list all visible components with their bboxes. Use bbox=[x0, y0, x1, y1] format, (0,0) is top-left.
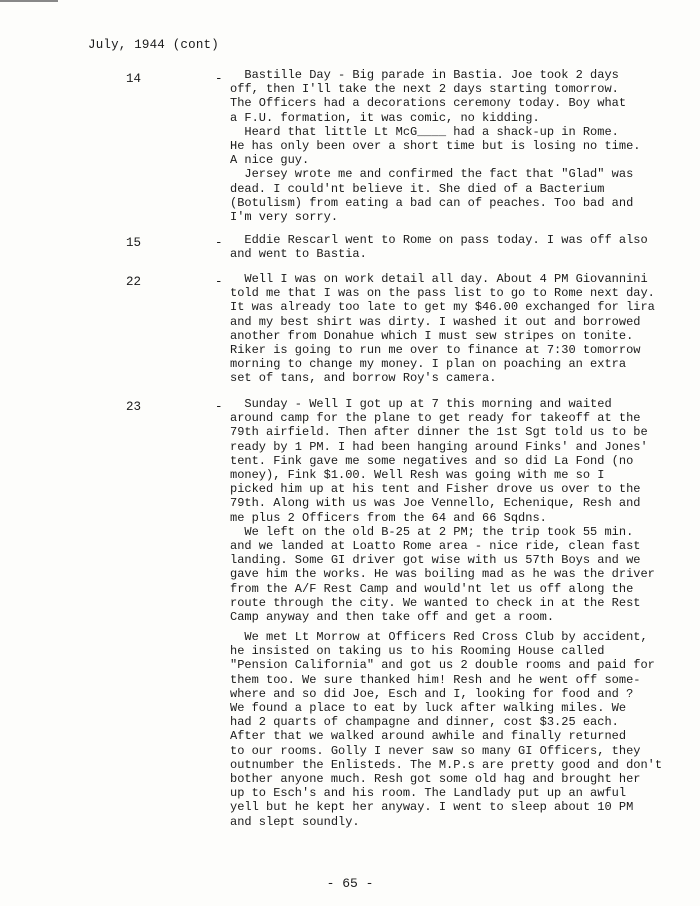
text-line: It was already too late to get my $46.00 exchanged for lira bbox=[230, 300, 655, 315]
text-line: Sunday - Well I got up at 7 this morning and waited bbox=[230, 397, 612, 411]
text-line: Eddie Rescarl went to Rome on pass today. I was off also bbox=[230, 233, 648, 247]
text-line: and my best shirt was dirty. I washed it out and borrowed bbox=[230, 314, 641, 329]
top-edge-mark bbox=[0, 0, 58, 2]
text-line: Well I was on work detail all day. About 4 PM Giovannini bbox=[230, 272, 648, 286]
text-line: "Pension California" and got us 2 double rooms and paid for bbox=[230, 658, 655, 673]
text-line: Heard that little Lt McG____ had a shack-up in Rome. bbox=[230, 124, 619, 139]
text-line: We found a place to eat by luck after walking miles. We bbox=[230, 701, 627, 716]
text-line: gave him the works. He was boiling mad as he was the driver bbox=[230, 567, 655, 582]
text-line: off, then I'll take the next 2 days starting tomorrow. bbox=[230, 82, 619, 97]
page-header: July, 1944 (cont) bbox=[88, 38, 219, 52]
entry-dash: - bbox=[215, 236, 223, 250]
text-line: We left on the old B-25 at 2 PM; the trip took 55 min. bbox=[230, 524, 634, 539]
text-line: he insisted on taking us to his Rooming House called bbox=[230, 644, 605, 659]
text-line: Jersey wrote me and confirmed the fact that "Glad" was bbox=[230, 167, 634, 182]
text-line: He has only been over a short time but is losing no time. bbox=[230, 139, 641, 154]
text-line: dead. I could'nt believe it. She died of a Bacterium bbox=[230, 181, 605, 196]
text-line: and went to Bastia. bbox=[230, 247, 367, 262]
entry-text bbox=[230, 272, 655, 386]
text-line: The Officers had a decorations ceremony today. Boy what bbox=[230, 96, 627, 111]
text-line: and slept soundly. bbox=[230, 814, 360, 829]
entry-day: 14 bbox=[126, 72, 142, 86]
text-line: a F.U. formation, it was comic, no kidding. bbox=[230, 110, 540, 125]
text-line: outnumber the Enlisteds. The M.P.s are pretty good and don't bbox=[230, 757, 663, 772]
entry-text bbox=[230, 397, 655, 625]
text-line: and we landed at Loatto Rome area - nice ride, clean fast bbox=[230, 539, 641, 554]
entry-day: 23 bbox=[126, 400, 142, 414]
entry-dash: - bbox=[215, 275, 223, 289]
text-line: bother anyone much. Resh got some old hag and brought her bbox=[230, 772, 641, 787]
text-line: morning to change my money. I plan on poaching an extra bbox=[230, 357, 627, 372]
entry-text bbox=[230, 68, 640, 224]
text-line: money), Fink $1.00. Well Resh was going with me so I bbox=[230, 468, 605, 483]
entry-dash: - bbox=[215, 400, 223, 414]
entry-day: 22 bbox=[126, 275, 142, 289]
text-line: Bastille Day - Big parade in Bastia. Joe took 2 days bbox=[230, 68, 619, 82]
text-line: ready by 1 PM. I had been hanging around Finks' and Jones' bbox=[230, 439, 648, 454]
text-line: 79th airfield. Then after dinner the 1st Sgt told us to be bbox=[230, 425, 648, 440]
text-line: picked him up at his tent and Fisher drove us over to the bbox=[230, 482, 641, 497]
entry-day: 15 bbox=[126, 236, 142, 250]
text-line: from the A/F Rest Camp and would'nt let us off along the bbox=[230, 581, 634, 596]
entry-text bbox=[230, 630, 663, 829]
text-line: yell but he kept her anyway. I went to sleep about 10 PM bbox=[230, 800, 634, 815]
text-line: to our rooms. Golly I never saw so many GI Officers, they bbox=[230, 743, 641, 758]
text-line: Riker is going to run me over to finance at 7:30 tomorrow bbox=[230, 343, 641, 358]
page-number: - 65 - bbox=[326, 876, 374, 891]
text-line: A nice guy. bbox=[230, 153, 310, 168]
text-line: where and so did Joe, Esch and I, looking for food and ? bbox=[230, 686, 634, 701]
text-line: (Botulism) from eating a bad can of peaches. Too bad and bbox=[230, 195, 634, 210]
text-line: up to Esch's and his room. The Landlady put up an awful bbox=[230, 786, 627, 801]
text-line: told me that I was on the pass list to go to Rome next day. bbox=[230, 286, 655, 301]
text-line: them too. We sure thanked him! Resh and he went off some- bbox=[230, 672, 641, 687]
text-line: another from Donahue which I must sew stripes on tonite. bbox=[230, 328, 634, 343]
text-line: me plus 2 Officers from the 64 and 66 Sqdns. bbox=[230, 510, 547, 525]
text-line: I'm very sorry. bbox=[230, 210, 339, 225]
text-line: After that we walked around awhile and finally returned bbox=[230, 729, 627, 744]
text-line: landing. Some GI driver got wise with us 57th Boys and we bbox=[230, 553, 641, 568]
text-line: around camp for the plane to get ready for takeoff at the bbox=[230, 411, 641, 426]
text-line: route through the city. We wanted to check in at the Rest bbox=[230, 595, 641, 610]
text-line: 79th. Along with us was Joe Vennello, Echenique, Resh and bbox=[230, 496, 641, 511]
entry-dash: - bbox=[215, 72, 223, 86]
text-line: We met Lt Morrow at Officers Red Cross Club by accident, bbox=[230, 630, 648, 644]
text-line: tent. Fink gave me some negatives and so did La Fond (no bbox=[230, 453, 634, 468]
text-line: Camp anyway and then take off and get a room. bbox=[230, 610, 555, 625]
entry-text bbox=[230, 233, 648, 262]
text-line: set of tans, and borrow Roy's camera. bbox=[230, 371, 497, 386]
text-line: had 2 quarts of champagne and dinner, cost $3.25 each. bbox=[230, 715, 619, 730]
